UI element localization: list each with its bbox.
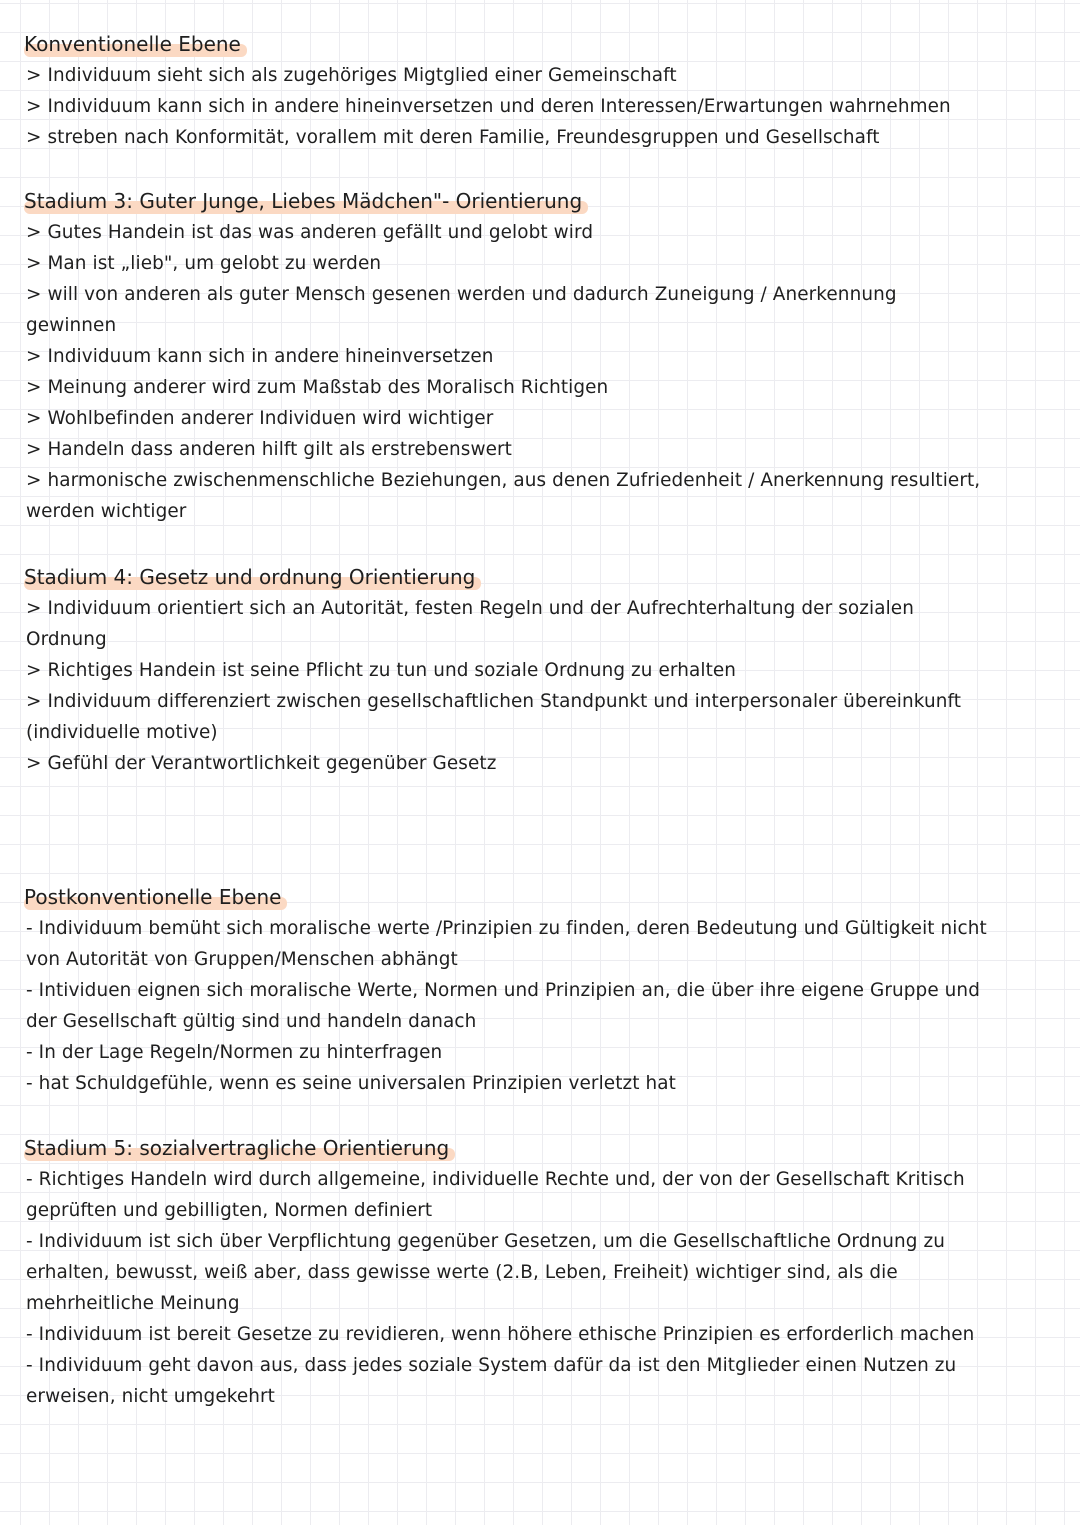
note-section bbox=[26, 562, 1056, 779]
note-line: - Intividuen eignen sich moralische Werte, Normen und Prinzipien an, die über ihre eigene Gruppe und bbox=[26, 980, 980, 1001]
note-line: - Individuum geht davon aus, dass jedes soziale System dafür da ist den Mitglieder einen Nutzen zu bbox=[26, 1355, 957, 1376]
note-line: von Autorität von Gruppen/Menschen abhängt bbox=[26, 949, 458, 970]
note-line: > streben nach Konformität, vorallem mit deren Familie, Freundesgruppen und Gesellschaft bbox=[26, 127, 880, 148]
section-heading: Stadium 4: Gesetz und ordnung Orientierung bbox=[24, 562, 477, 593]
note-line: - Individuum ist sich über Verpflichtung gegenüber Gesetzen, um die Gesellschaftliche Ordnung zu bbox=[26, 1231, 946, 1252]
note-section bbox=[26, 882, 1056, 1099]
note-line: - Richtiges Handeln wird durch allgemeine, individuelle Rechte und, der von der Gesellschaft Kritisch bbox=[26, 1169, 965, 1190]
section-heading: Stadium 3: Guter Junge, Liebes Mädchen"- Orientierung bbox=[24, 186, 584, 217]
note-line: > Richtiges Handein ist seine Pflicht zu tun und soziale Ordnung zu erhalten bbox=[26, 660, 737, 681]
note-line: (individuelle motive) bbox=[26, 722, 218, 743]
note-line: > Handeln dass anderen hilft gilt als erstrebenswert bbox=[26, 439, 512, 460]
note-line: erweisen, nicht umgekehrt bbox=[26, 1386, 275, 1407]
note-line: > Gutes Handein ist das was anderen gefällt und gelobt wird bbox=[26, 222, 594, 243]
note-section bbox=[26, 1133, 1056, 1412]
section-heading: Stadium 5: sozialvertragliche Orientierung bbox=[24, 1133, 451, 1164]
note-line: > Individuum sieht sich als zugehöriges Migtglied einer Gemeinschaft bbox=[26, 65, 677, 86]
note-line: > will von anderen als guter Mensch gesenen werden und dadurch Zuneigung / Anerkennung bbox=[26, 284, 897, 305]
note-line: geprüften und gebilligten, Normen definiert bbox=[26, 1200, 433, 1221]
note-line: - Individuum bemüht sich moralische werte /Prinzipien zu finden, deren Bedeutung und Gültigkeit nicht bbox=[26, 918, 987, 939]
note-line: > Individuum differenziert zwischen gesellschaftlichen Standpunkt und interpersonaler übereinkunft bbox=[26, 691, 962, 712]
note-line: > Individuum orientiert sich an Autorität, festen Regeln und der Aufrechterhaltung der sozialen bbox=[26, 598, 914, 619]
note-section bbox=[26, 29, 1056, 153]
note-line: der Gesellschaft gültig sind und handeln danach bbox=[26, 1011, 477, 1032]
note-line: mehrheitliche Meinung bbox=[26, 1293, 240, 1314]
note-line: erhalten, bewusst, weiß aber, dass gewisse werte (2.B, Leben, Freiheit) wichtiger sind, als die bbox=[26, 1262, 898, 1283]
section-heading: Postkonventionelle Ebene bbox=[24, 882, 283, 913]
note-line: > Individuum kann sich in andere hineinversetzen bbox=[26, 346, 494, 367]
note-section bbox=[26, 186, 1056, 527]
note-line: > Meinung anderer wird zum Maßstab des Moralisch Richtigen bbox=[26, 377, 609, 398]
note-line: Ordnung bbox=[26, 629, 107, 650]
note-line: > Individuum kann sich in andere hineinversetzen und deren Interessen/Erwartungen wahrnehmen bbox=[26, 96, 951, 117]
note-line: > harmonische zwischenmenschliche Beziehungen, aus denen Zufriedenheit / Anerkennung resultiert, bbox=[26, 470, 981, 491]
note-line: - In der Lage Regeln/Normen zu hinterfragen bbox=[26, 1042, 443, 1063]
note-line: gewinnen bbox=[26, 315, 117, 336]
section-heading: Konventionelle Ebene bbox=[24, 29, 243, 60]
note-line: > Man ist „lieb", um gelobt zu werden bbox=[26, 253, 382, 274]
note-line: > Gefühl der Verantwortlichkeit gegenüber Gesetz bbox=[26, 753, 497, 774]
note-line: - hat Schuldgefühle, wenn es seine universalen Prinzipien verletzt hat bbox=[26, 1073, 676, 1094]
note-line: > Wohlbefinden anderer Individuen wird wichtiger bbox=[26, 408, 494, 429]
note-line: - Individuum ist bereit Gesetze zu revidieren, wenn höhere ethische Prinzipien es erforderlich machen bbox=[26, 1324, 975, 1345]
note-line: werden wichtiger bbox=[26, 501, 187, 522]
